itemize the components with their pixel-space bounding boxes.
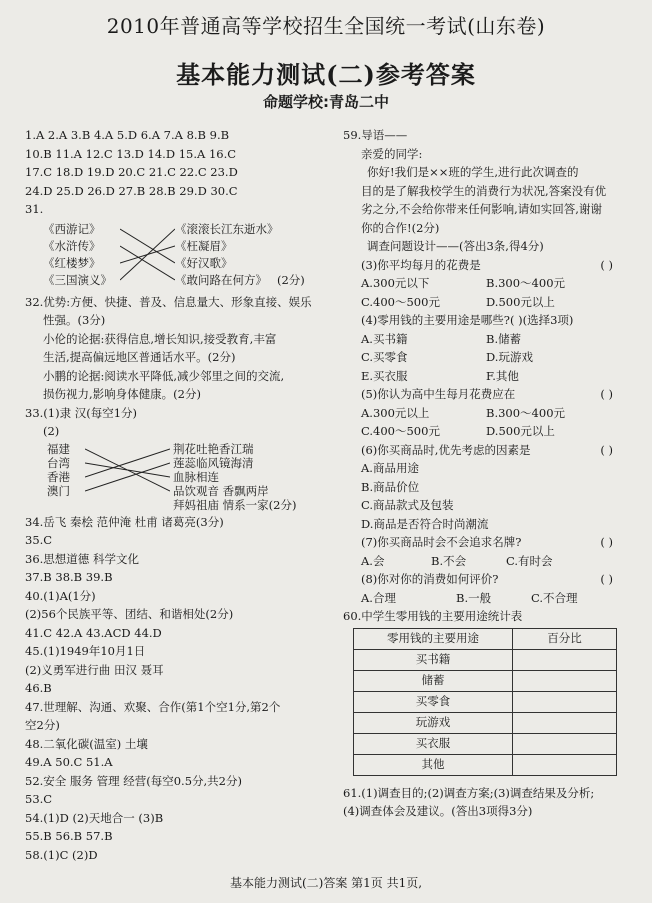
document-title: 基本能力测试(二)参考答案 (176, 60, 476, 89)
answer-line: 34.岳飞 秦桧 范仲淹 杜甫 诸葛亮(3分) (25, 514, 224, 529)
q31-matching (25, 219, 330, 293)
q33-right-item: 品饮观音 香飘两岸 (173, 483, 269, 498)
answer-line: 35.C (25, 533, 53, 547)
answer-line: 46.B (25, 681, 52, 695)
survey-question: (8)你对你的消费如何评价? ( ) (361, 572, 613, 586)
q31-right-item: 《敢问路在何方》 (175, 272, 267, 287)
answer-line: 58.(1)C (2)D (25, 847, 98, 862)
q59-line: 目的是了解我校学生的消费行为状况,答案没有优 (361, 183, 607, 198)
mc-row: 24.D 25.D 26.D 27.B 28.B 29.D 30.C (25, 183, 238, 198)
survey-question: (6)你买商品时,优先考虑的因素是 ( ) (361, 442, 613, 457)
q33-matching (25, 441, 330, 513)
q33-left-item: 澳门 (47, 483, 70, 498)
q33-connector-lines (85, 441, 170, 505)
survey-options: A.买书籍 B.储蓄 (361, 331, 522, 346)
right-answer-column (343, 126, 633, 821)
mc-row: 17.C 18.D 19.D 20.C 21.C 22.C 23.D (25, 165, 238, 179)
q33-right-item: 莲蕊临风镜海清 (173, 455, 254, 470)
survey-options: A.会 B.不会 C.有时会 (361, 553, 553, 568)
answer-line: 53.C (25, 792, 53, 806)
q33-line: (2) (43, 424, 60, 438)
q59-line: 你好!我们是××班的学生,进行此次调查的 (367, 165, 579, 179)
q33-left-item: 台湾 (47, 455, 70, 470)
survey-question: (4)零用钱的主要用途是哪些?( )(选择3项) (361, 313, 574, 327)
answer-line: (2)义勇军进行曲 田汉 聂耳 (25, 662, 164, 677)
mc-row: 10.B 11.A 12.C 13.D 14.D 15.A 16.C (25, 146, 237, 161)
q33-right-item: 拜妈祖庙 情系一家(2分) (173, 497, 297, 512)
table-row: 玩游戏 (354, 712, 617, 733)
survey-options: A.300元以下 B.300～400元 (361, 276, 566, 290)
survey-question: (5)你认为高中生每月花费应在 ( ) (361, 387, 613, 401)
school-line: 命题学校:青岛二中 (263, 93, 389, 111)
q33-line: 33.(1)隶 汉(每空1分) (25, 405, 138, 420)
q32-line: 32.优势:方便、快捷、普及、信息量大、形象直接、娱乐 (25, 294, 312, 309)
q31-left-item: 《三国演义》 (43, 272, 112, 287)
survey-options: C.400～500元 D.500元以上 (361, 424, 555, 438)
table-row: 买零食 (354, 691, 617, 712)
answer-line: 55.B 56.B 57.B (25, 829, 113, 843)
q61-line: 61.(1)调查目的;(2)调查方案;(3)调查结果及分析; (343, 785, 595, 800)
q31-connector-lines (120, 219, 175, 293)
q59-line: 劣之分,不会给你带来任何影响,请如实回答,谢谢 (361, 202, 602, 216)
q61-line: (4)调查体会及建议。(答出3项得3分) (343, 804, 533, 818)
answer-line: 40.(1)A(1分) (25, 588, 96, 603)
answer-line: 52.安全 服务 管理 经营(每空0.5分,共2分) (25, 773, 242, 788)
q33-left-item: 香港 (47, 469, 70, 484)
survey-options: C.400～500元 D.500元以上 (361, 294, 555, 309)
survey-option: B.商品价位 (361, 479, 420, 494)
q32-line: 性强。(3分) (43, 313, 106, 327)
q33-left-item: 福建 (47, 441, 70, 456)
q32-line: 小鹏的论据:阅读水平降低,减少邻里之间的交流, (43, 368, 285, 383)
q31-left-item: 《西游记》 (43, 221, 101, 236)
survey-options: E.买衣服 F.其他 (361, 368, 519, 383)
q60-title: 60.中学生零用钱的主要用途统计表 (343, 609, 523, 623)
q31-right-item: 《枉凝眉》 (175, 238, 233, 253)
answer-line: 48.二氧化碳(温室) 土壤 (25, 736, 148, 751)
q31-left-item: 《水浒传》 (43, 238, 101, 253)
q31-left-item: 《红楼梦》 (43, 255, 101, 270)
survey-option: C.商品款式及包装 (361, 498, 454, 512)
table-header: 百分比 (513, 628, 617, 649)
survey-options: A.300元以上 B.300～400元 (361, 405, 566, 420)
answer-line: 37.B 38.B 39.B (25, 570, 113, 584)
q33-right-item: 血脉相连 (173, 469, 219, 484)
q33-right-item: 荆花吐艳香江瑞 (173, 441, 254, 456)
survey-option: D.商品是否符合时尚潮流 (361, 516, 489, 531)
survey-options: A.合理 B.一般 C.不合理 (361, 590, 578, 605)
survey-question: (3)你平均每月的花费是 ( ) (361, 257, 613, 272)
table-header: 零用钱的主要用途 (354, 628, 513, 649)
q31-score: (2分) (277, 272, 305, 287)
q32-line: 小伦的论据:获得信息,增长知识,接受教育,丰富 (43, 331, 277, 346)
q31-right-item: 《好汉歌》 (175, 255, 233, 270)
answer-line: 45.(1)1949年10月1日 (25, 644, 146, 658)
page-footer: 基本能力测试(二)答案 第1页 共1页, (229, 876, 423, 890)
answer-line: 空2分) (25, 718, 60, 732)
q32-line: 生活,提高偏远地区普通话水平。(2分) (43, 350, 236, 364)
q59-line: 调查问题设计——(答出3条,得4分) (367, 239, 544, 253)
table-row: 其他 (354, 754, 617, 775)
answer-line: 36.思想道德 科学文化 (25, 551, 139, 566)
answer-line: 49.A 50.C 51.A (25, 755, 113, 769)
q59-line: 59.导语—— (343, 128, 408, 142)
answer-line: (2)56个民族平等、团结、和谐相处(2分) (25, 607, 234, 621)
exam-title: 2010年普通高等学校招生全国统一考试(山东卷) (106, 14, 546, 38)
q31-label: 31. (25, 202, 44, 216)
q31-right-item: 《滚滚长江东逝水》 (175, 221, 279, 236)
mc-row: 1.A 2.A 3.B 4.A 5.D 6.A 7.A 8.B 9.B (25, 128, 230, 142)
survey-options: C.买零食 D.玩游戏 (361, 350, 533, 364)
q59-line: 你的合作!(2分) (361, 220, 440, 235)
survey-option: A.商品用途 (361, 461, 419, 475)
q32-line: 损伤视力,影响身体健康。(2分) (43, 387, 201, 401)
table-row: 买衣服 (354, 733, 617, 754)
table-row: 买书籍 (354, 649, 617, 670)
survey-question: (7)你买商品时会不会追求名牌? ( ) (361, 535, 613, 549)
answer-line: 41.C 42.A 43.ACD 44.D (25, 625, 162, 640)
answer-line: 54.(1)D (2)天地合一 (3)B (25, 810, 164, 825)
table-row: 储蓄 (354, 670, 617, 691)
spending-stat-table (353, 628, 617, 776)
answer-line: 47.世理解、沟通、欢聚、合作(第1个空1分,第2个 (25, 699, 281, 714)
left-answer-column (25, 126, 330, 864)
q59-line: 亲爱的同学: (361, 146, 423, 161)
